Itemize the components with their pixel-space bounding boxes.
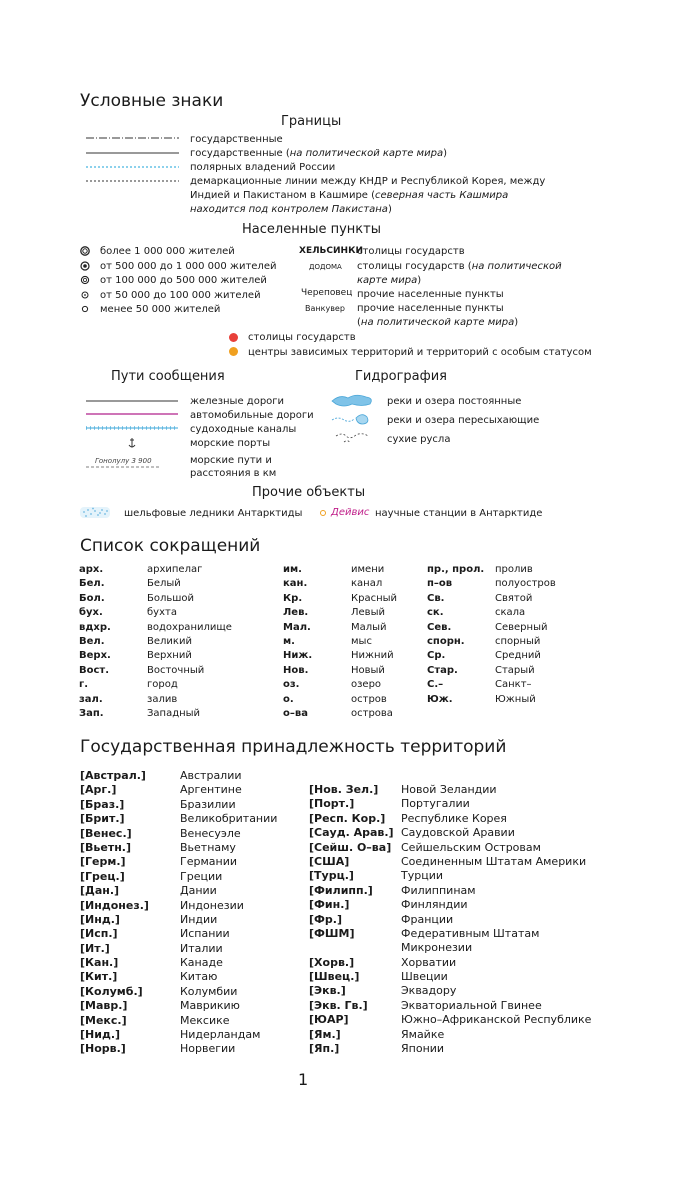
abbr-meaning: Северный: [495, 621, 548, 633]
abbr-meaning: остров: [351, 693, 387, 705]
ownership-country: Индонезии: [180, 898, 244, 912]
dependency-dot-icon: [229, 347, 238, 356]
abbr-key: пр., прол.: [427, 564, 485, 575]
ownership-abbr: [Хорв.]: [309, 955, 355, 969]
abbr-key: бух.: [79, 607, 103, 619]
abbr-key: спорн.: [427, 635, 465, 647]
ownership-row: [80, 870, 277, 884]
abbr-meaning: Западный: [147, 707, 201, 719]
abbr-meaning: полуостров: [495, 578, 556, 590]
capital-political-sample: ДОДОМА: [309, 263, 342, 271]
ownership-country: Швеции: [401, 970, 448, 984]
ownership-abbr: [Брит.]: [80, 812, 125, 826]
ice-shelf-label: шельфовые ледники Антарктиды: [124, 508, 303, 519]
ownership-country: Португалии: [401, 797, 470, 811]
ownership-abbr: [Фр.]: [309, 912, 343, 926]
abbr-key: Нов.: [283, 664, 309, 676]
abbr-meaning: Большой: [147, 592, 195, 604]
abbr-meaning: архипелаг: [147, 564, 203, 575]
border-item-2: государственные (на политической карте мира): [190, 148, 447, 159]
abbr-meaning: Верхний: [147, 650, 192, 662]
abbr-meaning: скала: [495, 607, 526, 619]
ownership-country: Дании: [180, 884, 217, 898]
abbr-key: ск.: [427, 607, 444, 619]
route-sample: Гонолулу 3 900: [95, 457, 152, 465]
canal-label: судоходные каналы: [190, 424, 297, 435]
abbreviations-title: Список сокращений: [80, 536, 261, 556]
ownership-abbr: [Нов. Зел.]: [309, 783, 379, 796]
abbr-row: [79, 678, 619, 692]
transport-title: Пути сообщения: [111, 369, 225, 384]
abbr-key: Кр.: [283, 592, 303, 604]
settlements-title: Населенные пункты: [242, 222, 381, 237]
ownership-title: Государственная принадлежность территорий: [80, 737, 507, 757]
ownership-country: Японии: [401, 1042, 445, 1056]
ownership-row: [309, 869, 591, 883]
ownership-abbr: [Яп.]: [309, 1042, 340, 1056]
abbr-meaning: водохранилище: [147, 621, 232, 633]
ownership-row: [80, 1028, 277, 1042]
ownership-abbr: [Фин.]: [309, 898, 350, 912]
ownership-abbr: [Турц.]: [309, 869, 354, 883]
ownership-country: Хорватии: [401, 955, 457, 969]
abbr-meaning: город: [147, 679, 178, 691]
other-sample: Череповец: [301, 288, 353, 298]
abbr-key: вдхр.: [79, 621, 111, 633]
ownership-row: [80, 1014, 277, 1028]
abbr-meaning: озеро: [351, 679, 382, 691]
ownership-country: Южно–Африканской Республике: [401, 1013, 592, 1027]
ownership-country: Маврикию: [180, 999, 240, 1013]
page-number: 1: [298, 1070, 309, 1089]
abbr-key: им.: [283, 564, 302, 575]
abbr-row: [79, 577, 619, 591]
population-5: менее 50 000 жителей: [100, 304, 221, 315]
port-label: морские порты: [190, 438, 271, 449]
ownership-left-column: [80, 769, 277, 1057]
abbr-meaning: Старый: [495, 664, 535, 676]
abbr-row: [79, 563, 619, 577]
ownership-abbr: [Австрал.]: [80, 769, 146, 782]
borders-title: Границы: [281, 114, 342, 129]
ownership-country: Нидерландам: [180, 1028, 261, 1042]
ownership-row: [309, 941, 591, 955]
ownership-country: Австралии: [180, 769, 242, 782]
abbr-key: Мал.: [283, 621, 311, 633]
ownership-row: [80, 841, 277, 855]
ownership-country: Мексике: [180, 1013, 230, 1027]
abbr-meaning: Санкт–: [495, 679, 532, 691]
ownership-abbr: [Грец.]: [80, 869, 125, 883]
ownership-row: [80, 956, 277, 970]
town-icon: [82, 306, 87, 311]
abbr-meaning: Южный: [495, 693, 536, 705]
ownership-abbr: [Инд.]: [80, 912, 120, 926]
abbr-meaning: Восточный: [147, 664, 205, 676]
capital-political-label: столицы государств (на политической карте мира): [357, 261, 562, 286]
other-label: прочие населенные пункты: [357, 289, 504, 300]
ownership-abbr: [Дан.]: [80, 884, 120, 898]
abbr-key: Вел.: [79, 635, 105, 647]
ownership-country: Финляндии: [401, 898, 468, 912]
ownership-row: [309, 797, 591, 811]
seasonal-lake-icon: [332, 415, 368, 424]
ownership-row: [309, 970, 591, 984]
abbr-row: [79, 592, 619, 606]
border-item-1: государственные: [190, 134, 283, 145]
abbr-row: [79, 621, 619, 635]
ownership-row: [80, 927, 277, 941]
city-100k-icon: [81, 276, 88, 283]
road-label: автомобильные дороги: [190, 410, 314, 421]
city-1m-icon: [81, 247, 89, 255]
ownership-abbr: [Сауд. Арав.]: [309, 826, 394, 840]
ownership-abbr: [Колумб.]: [80, 984, 143, 998]
ownership-row: [309, 884, 591, 898]
ownership-row: [80, 985, 277, 999]
ownership-row: [309, 913, 591, 927]
hydro-samples: [330, 390, 380, 452]
ownership-country: Филиппинам: [401, 883, 476, 897]
ownership-country: Великобритании: [180, 812, 278, 826]
ownership-country: Эквадору: [401, 984, 457, 998]
ownership-country: Ямайке: [401, 1027, 445, 1041]
ownership-row: [309, 1028, 591, 1042]
population-4: от 50 000 до 100 000 жителей: [100, 290, 261, 301]
abbr-meaning: Великий: [147, 635, 192, 647]
ownership-row: [309, 956, 591, 970]
ownership-row: [309, 927, 591, 941]
ownership-right-column: [309, 783, 591, 1056]
ownership-row: [309, 1042, 591, 1056]
ownership-abbr: [Филипп.]: [309, 883, 373, 897]
abbr-key: Св.: [427, 592, 445, 604]
ownership-abbr: [Герм.]: [80, 855, 126, 869]
ownership-country: Турции: [401, 869, 443, 883]
ownership-abbr: [Норв.]: [80, 1042, 126, 1056]
abbr-key: Бол.: [79, 592, 105, 604]
ownership-country: Канаде: [180, 956, 223, 970]
abbr-meaning: Новый: [351, 664, 385, 676]
population-1: более 1 000 000 жителей: [100, 246, 235, 257]
other-political-sample: Ванкувер: [305, 304, 345, 313]
abbr-meaning: Малый: [351, 621, 387, 633]
abbr-key: м.: [283, 635, 295, 647]
anchor-icon: [129, 438, 135, 447]
ownership-country: Саудовской Аравии: [401, 826, 515, 840]
ownership-country: Бразилии: [180, 797, 236, 811]
ownership-row: [309, 984, 591, 998]
ownership-abbr: [Вьетн.]: [80, 840, 132, 854]
ownership-abbr: [Венес.]: [80, 826, 132, 840]
border-item-4: демаркационные линии между КНДР и Республикой Корея, между Индией и Пакистаном в Кашмире (северная часть Кашмира находится под контролем Пакистана): [190, 176, 546, 215]
ownership-abbr: [Исп.]: [80, 927, 118, 941]
dry-riverbed-icon: [336, 434, 368, 443]
capital-label: столицы государств: [357, 246, 465, 257]
station-sample: Дейвис: [331, 507, 370, 518]
abbr-key: Стар.: [427, 664, 458, 676]
abbr-key: Юж.: [427, 693, 453, 705]
ownership-country: Республике Корея: [401, 811, 507, 825]
abbr-meaning: мыс: [351, 635, 372, 647]
ownership-country: Норвегии: [180, 1042, 236, 1056]
abbr-key: кан.: [283, 578, 308, 590]
ownership-abbr: [Швец.]: [309, 970, 360, 984]
ownership-row: [80, 970, 277, 984]
ownership-row: [80, 769, 277, 783]
abbr-row: [79, 664, 619, 678]
ownership-row: [80, 783, 277, 797]
ownership-abbr: [Мекс.]: [80, 1013, 127, 1027]
ownership-row: [309, 1013, 591, 1027]
abbr-key: Вост.: [79, 664, 110, 676]
ownership-abbr: [Ит.]: [80, 941, 110, 955]
station-icon: [320, 510, 326, 516]
ownership-abbr: [США]: [309, 854, 350, 868]
ownership-row: [309, 812, 591, 826]
ownership-row: [80, 827, 277, 841]
abbreviations-table: [79, 563, 619, 721]
abbr-row: [79, 707, 619, 721]
sea-route-label-1: морские пути и: [190, 455, 272, 466]
abbr-key: г.: [79, 679, 89, 691]
abbr-meaning: канал: [351, 578, 383, 590]
border-samples: [86, 130, 181, 188]
ownership-abbr: [Кит.]: [80, 970, 118, 984]
abbr-meaning: спорный: [495, 635, 541, 647]
abbr-meaning: залив: [147, 693, 178, 705]
abbr-meaning: Белый: [147, 578, 181, 590]
ownership-row: [80, 1042, 277, 1056]
legend-title: Условные знаки: [80, 91, 224, 111]
population-2: от 500 000 до 1 000 000 жителей: [100, 261, 277, 272]
abbr-meaning: Левый: [351, 607, 385, 619]
ownership-row: [309, 999, 591, 1013]
ownership-abbr: [309, 941, 401, 955]
ownership-abbr: [ЮАР]: [309, 1013, 349, 1027]
station-label: научные станции в Антарктиде: [375, 508, 543, 519]
abbr-row: [79, 606, 619, 620]
ownership-row: [309, 783, 591, 797]
ownership-country: Германии: [180, 855, 237, 869]
ownership-row: [309, 841, 591, 855]
abbr-meaning: имени: [351, 564, 385, 575]
ownership-row: [80, 798, 277, 812]
ownership-country: Новой Зеландии: [401, 783, 497, 796]
ownership-row: [309, 855, 591, 869]
permanent-rivers-label: реки и озера постоянные: [387, 396, 522, 407]
abbr-meaning: Святой: [495, 592, 533, 604]
sea-route-label-2: расстояния в км: [190, 468, 277, 479]
dependency-dot-label: центры зависимых территорий и территорий с особым статусом: [248, 347, 592, 358]
ownership-abbr: [Ям.]: [309, 1027, 341, 1041]
hydro-title: Гидрография: [355, 369, 448, 384]
ownership-country: Аргентине: [180, 783, 242, 797]
ownership-abbr: [Мавр.]: [80, 999, 128, 1013]
abbr-key: Зап.: [79, 707, 104, 719]
ownership-abbr: [Индонез.]: [80, 898, 149, 912]
ownership-abbr: [Экв. Гв.]: [309, 998, 368, 1012]
abbr-row: [79, 649, 619, 663]
ownership-row: [80, 884, 277, 898]
other-political-label: прочие населенные пункты (на политической карте мира): [357, 303, 519, 328]
ownership-abbr: [Респ. Кор.]: [309, 811, 386, 825]
abbr-meaning: пролив: [495, 564, 533, 575]
abbr-row: [79, 693, 619, 707]
abbr-key: п–ов: [427, 578, 453, 590]
abbr-meaning: бухта: [147, 607, 177, 619]
ownership-abbr: [Экв.]: [309, 984, 346, 998]
abbr-key: Ниж.: [283, 650, 313, 662]
abbr-row: [79, 635, 619, 649]
abbr-key: Ср.: [427, 650, 446, 662]
abbr-meaning: острова: [351, 707, 393, 719]
ownership-row: [80, 942, 277, 956]
ownership-row: [309, 826, 591, 840]
ownership-row: [80, 913, 277, 927]
border-item-3: полярных владений России: [190, 162, 336, 173]
ownership-country: Греции: [180, 869, 223, 883]
abbr-meaning: Красный: [351, 592, 398, 604]
abbr-key: Сев.: [427, 621, 452, 633]
population-3: от 100 000 до 500 000 жителей: [100, 275, 267, 286]
abbr-meaning: [495, 707, 595, 721]
ownership-country: Экваториальной Гвинее: [401, 998, 542, 1012]
ownership-row: [80, 855, 277, 869]
ownership-country: Колумбии: [180, 984, 238, 998]
abbr-meaning: Нижний: [351, 650, 394, 662]
ownership-abbr: [Порт.]: [309, 797, 355, 811]
capital-sample: ХЕЛЬСИНКИ: [299, 246, 363, 256]
ownership-row: [80, 899, 277, 913]
ownership-country: Китаю: [180, 970, 218, 984]
ownership-country: Вьетнаму: [180, 840, 236, 854]
abbr-key: Бел.: [79, 578, 105, 590]
abbr-key: [427, 707, 495, 721]
capital-dot-label: столицы государств: [248, 332, 356, 343]
abbr-key: о–ва: [283, 707, 308, 719]
ownership-country: Федеративным Штатам: [401, 926, 540, 940]
population-symbols: [78, 244, 92, 318]
abbr-key: зал.: [79, 693, 103, 705]
ownership-country: Италии: [180, 941, 223, 955]
ownership-row: [80, 812, 277, 826]
ownership-country: Сейшельским Островам: [401, 840, 541, 854]
ownership-country: Испании: [180, 927, 230, 941]
ownership-country: Микронезии: [401, 941, 473, 955]
ownership-abbr: [Браз.]: [80, 797, 125, 811]
abbr-key: С.–: [427, 679, 444, 691]
abbr-key: о.: [283, 693, 294, 705]
permanent-lake-icon: [332, 395, 371, 406]
ownership-row: [309, 898, 591, 912]
ownership-abbr: [Арг.]: [80, 783, 117, 797]
ownership-country: Индии: [180, 912, 218, 926]
capital-dot-icon: [229, 333, 238, 342]
ownership-row: [80, 999, 277, 1013]
ice-shelf-icon: [80, 506, 112, 520]
abbr-key: арх.: [79, 564, 104, 575]
ownership-country: Франции: [401, 912, 454, 926]
ownership-abbr: [Нид.]: [80, 1028, 121, 1042]
abbr-key: Лев.: [283, 607, 309, 619]
ownership-country: Соединенным Штатам Америки: [401, 854, 587, 868]
dry-riverbeds-label: сухие русла: [387, 434, 451, 445]
ownership-country: Венесуэле: [180, 826, 241, 840]
other-objects-title: Прочие объекты: [252, 485, 366, 500]
ownership-abbr: [Кан.]: [80, 956, 119, 970]
railway-label: железные дороги: [190, 396, 285, 407]
ownership-abbr: [ФШМ]: [309, 926, 355, 940]
seasonal-rivers-label: реки и озера пересыхающие: [387, 415, 540, 426]
abbr-meaning: Средний: [495, 650, 541, 662]
abbr-key: оз.: [283, 679, 300, 691]
abbr-key: Верх.: [79, 650, 111, 662]
ownership-abbr: [Сейш. О–ва]: [309, 840, 392, 854]
